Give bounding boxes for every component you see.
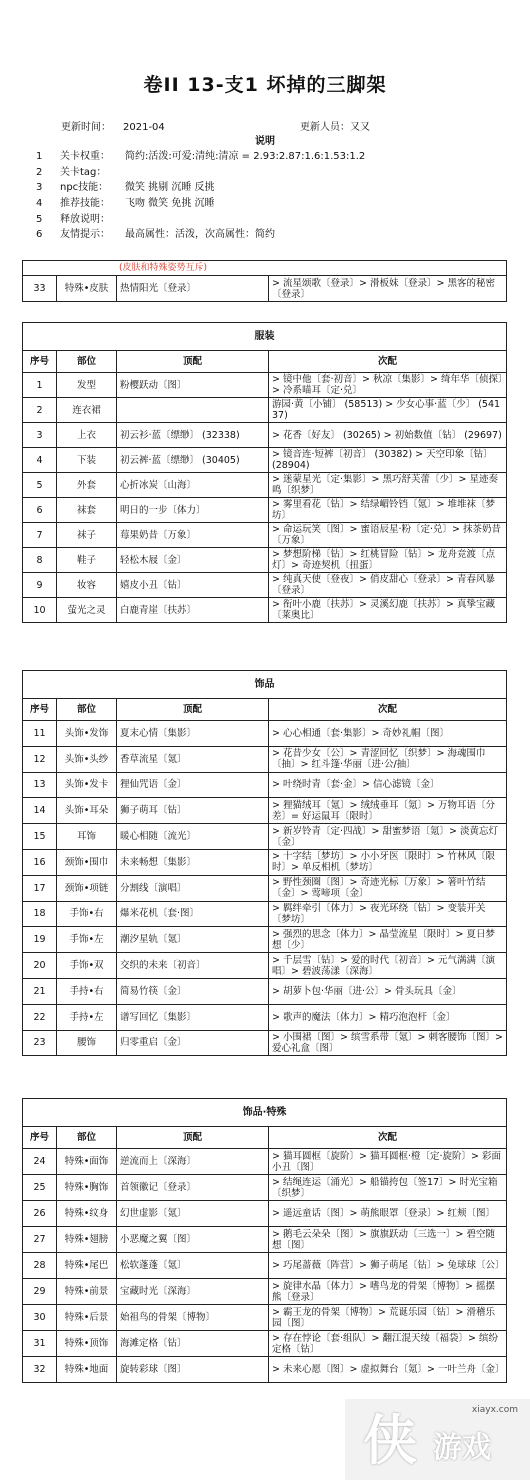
header-no: 序号 (23, 699, 57, 721)
info-title: 说明 (255, 136, 275, 147)
row-number: 25 (23, 1175, 57, 1201)
info-row (30, 149, 510, 165)
table-row (23, 423, 507, 448)
row-number: 21 (23, 978, 57, 1004)
row-sub: > 胡萝卜包·华丽〔进·公〕> 骨头玩具〔金〕 (269, 978, 507, 1004)
table-row (23, 598, 507, 623)
info-key: 释放说明： (60, 213, 110, 225)
table-row (23, 746, 507, 772)
table-row (23, 927, 507, 953)
row-number: 31 (23, 1331, 57, 1357)
row-part: 上衣 (57, 423, 117, 448)
info-number: 2 (36, 166, 43, 178)
header-top: 顶配 (117, 351, 269, 373)
row-number: 8 (23, 548, 57, 573)
row-top: 幻世虚影〔氪〕 (117, 1201, 269, 1227)
row-sub: > 千层雪〔钻〕> 爱的时代〔初音〕> 元气满满〔演唱〕> 碧波荡漾〔深海〕 (269, 953, 507, 979)
row-sub: > 叶绕时青〔套·金〕> 信心滤镜〔金〕 (269, 772, 507, 798)
row-sub: > 结绳连运〔涌光〕> 船锚挎包〔签17〕> 时光宝箱〔织梦〕 (269, 1175, 507, 1201)
row-part: 手饰•右 (57, 901, 117, 927)
row-part: 特殊•顶饰 (57, 1331, 117, 1357)
row-top: 狸仙咒语〔金〕 (117, 772, 269, 798)
row-part: 头饰•头纱 (57, 746, 117, 772)
row-top: 海滩定格〔钻〕 (117, 1331, 269, 1357)
row-number: 30 (23, 1305, 57, 1331)
row-number: 6 (23, 498, 57, 523)
row-sub: > 鹅毛云朵朵〔图〕> 旗旗跃动〔三选一〕> 碧空随想〔图〕 (269, 1227, 507, 1253)
row-top: 香草流星〔氪〕 (117, 746, 269, 772)
row-part: 特殊•尾巴 (57, 1253, 117, 1279)
row-number: 18 (23, 901, 57, 927)
row-number: 20 (23, 953, 57, 979)
row-part: 头饰•耳朵 (57, 798, 117, 824)
table-row (23, 721, 507, 747)
site-watermark (345, 1399, 530, 1480)
row-number: 7 (23, 523, 57, 548)
info-value (125, 212, 510, 228)
row-part: 特殊•面饰 (57, 1149, 117, 1175)
accessory-table (22, 670, 507, 1056)
row-top: 明日的一步〔体力〕 (117, 498, 269, 523)
row-number: 9 (23, 573, 57, 598)
table-row (23, 1357, 507, 1383)
table-row (23, 953, 507, 979)
header-no: 序号 (23, 1127, 57, 1149)
row-number: 33 (23, 276, 57, 302)
table-row (23, 1175, 507, 1201)
table-row (23, 875, 507, 901)
header-top: 顶配 (117, 1127, 269, 1149)
row-sub: > 羁绊牵引〔体力〕> 夜光环绕〔钻〕> 变装开关〔梦坊〕 (269, 901, 507, 927)
row-sub: > 花昔少女〔公〕> 青涩回忆〔织梦〕> 海魂围巾〔抽〕> 红斗篷·华丽〔进·公/抽〕 (269, 746, 507, 772)
table-row (23, 1253, 507, 1279)
row-part: 鞋子 (57, 548, 117, 573)
info-number: 1 (36, 151, 43, 162)
info-value: 简约:活泼:可爱:清纯:清凉 = 2.93:2.87:1.6:1.53:1.2 (125, 151, 366, 162)
header-part: 部位 (57, 351, 117, 373)
row-part: 妆容 (57, 573, 117, 598)
header-sub: 次配 (269, 351, 507, 373)
row-top: 交织的未来〔初音〕 (117, 953, 269, 979)
row-number: 22 (23, 1004, 57, 1030)
table-row (23, 1030, 507, 1056)
section-title: 饰品·特殊 (23, 1099, 507, 1127)
row-sub: > 纯真天使〔登夜〕> 俏皮甜心〔登录〕> 青春风暴〔登录〕 (269, 573, 507, 598)
row-top: 爆米花机〔套·图〕 (117, 901, 269, 927)
row-top: 分割线〔演唱〕 (117, 875, 269, 901)
row-top: 粉樱跃动〔图〕 (117, 373, 269, 398)
row-sub: > 巧尾蔷薇〔阵营〕> 狮子萌尾〔钻〕> 兔球球〔公〕 (269, 1253, 507, 1279)
info-row (30, 227, 510, 243)
updater-label: 更新人员： (300, 122, 350, 133)
row-top: 旋转彩球〔图〕 (117, 1357, 269, 1383)
clothing-table (22, 322, 507, 623)
row-sub: > 强烈的思念〔体力〕> 晶莹流星〔限时〕> 夏日梦想〔少〕 (269, 927, 507, 953)
row-number: 23 (23, 1030, 57, 1056)
row-top: 宝藏时光〔深海〕 (117, 1279, 269, 1305)
row-part: 耳饰 (57, 824, 117, 850)
watermark-text: 游戏 (433, 1430, 492, 1464)
row-sub: > 新岁铃青〔定·四战〕> 甜蜜梦语〔氪〕> 淡黄忘灯〔金〕 (269, 824, 507, 850)
row-sub: > 野性颈圈〔图〕> 奇迹光标〔万象〕> 箸叶竹结〔金〕> 莺啼项〔金〕 (269, 875, 507, 901)
header-part: 部位 (57, 699, 117, 721)
table-row (23, 373, 507, 398)
row-sub: > 雾里看花〔钻〕> 结绿嵋铃铛〔氪〕> 堆堆袜〔梦坊〕 (269, 498, 507, 523)
row-sub: > 猫耳圆框〔旋阶〕> 猫耳圆框·橙〔定·旋阶〕> 彩面小丑〔图〕 (269, 1149, 507, 1175)
section-title: 饰品 (23, 671, 507, 699)
row-top: 简易竹筷〔金〕 (117, 978, 269, 1004)
table-row (23, 1004, 507, 1030)
row-top: 白鹿青崖〔扶苏〕 (117, 598, 269, 623)
row-number: 28 (23, 1253, 57, 1279)
info-value: 最高属性：活泼，次高属性：简约 (125, 229, 275, 241)
row-top: 归零重启〔金〕 (117, 1030, 269, 1056)
table-row (23, 1227, 507, 1253)
row-number: 19 (23, 927, 57, 953)
row-part: 特殊•胸饰 (57, 1175, 117, 1201)
row-top: 首领徽记〔登录〕 (117, 1175, 269, 1201)
row-number: 17 (23, 875, 57, 901)
row-part: 发型 (57, 373, 117, 398)
row-sub: > 心心相通〔套·集影〕> 奇妙礼帽〔图〕 (269, 721, 507, 747)
table-row (23, 798, 507, 824)
table-row (23, 1305, 507, 1331)
row-top: 谱写回忆〔集影〕 (117, 1004, 269, 1030)
row-sub: > 花香〔好友〕 (30265) > 初始数值〔钻〕 (29697) (269, 423, 507, 448)
row-sub: > 迷蒙星光〔定·集影〕> 黑巧舒芙蕾〔少〕> 星迹奏鸣〔织梦〕 (269, 473, 507, 498)
table-body (23, 1149, 507, 1383)
row-sub: > 霸王龙的骨架〔博物〕> 荒诞乐园〔钻〕> 滑稽乐园〔图〕 (269, 1305, 507, 1331)
row-top: 热情阳光〔登录〕 (117, 276, 269, 302)
table-body (23, 373, 507, 623)
row-top: 初云衫·蓝〔缥缈〕 (32338) (117, 423, 269, 448)
row-number: 15 (23, 824, 57, 850)
row-top (117, 398, 269, 423)
row-top: 始祖鸟的骨架〔博物〕 (117, 1305, 269, 1331)
table-row (23, 849, 507, 875)
info-key: 推荐技能： (60, 198, 110, 210)
row-number: 1 (23, 373, 57, 398)
table-row (23, 1201, 507, 1227)
row-sub: > 歌声的魔法〔体力〕> 精巧泡泡杆〔金〕 (269, 1004, 507, 1030)
table-body (23, 721, 507, 1056)
info-value: 飞吻 微笑 免挑 沉睡 (125, 198, 215, 210)
row-number: 14 (23, 798, 57, 824)
row-part: 特殊•地面 (57, 1357, 117, 1383)
row-part: 头饰•发卡 (57, 772, 117, 798)
update-time-label: 更新时间： (61, 122, 111, 133)
row-top: 暖心相随〔流光〕 (117, 824, 269, 850)
row-top: 潮汐星轨〔氪〕 (117, 927, 269, 953)
table-row (23, 498, 507, 523)
row-number: 26 (23, 1201, 57, 1227)
table-row (23, 398, 507, 423)
row-sub: > 命运玩笑〔图〕> 蜜语辰星·粉〔定·兑〕> 抹茶奶昔〔万象〕 (269, 523, 507, 548)
info-row (30, 212, 510, 228)
row-part: 颈饰•围巾 (57, 849, 117, 875)
row-number: 12 (23, 746, 57, 772)
row-sub: > 未来心愿〔图〕> 虚拟舞台〔氪〕> 一叶兰舟〔金〕 (269, 1357, 507, 1383)
table-row (23, 1331, 507, 1357)
row-top: 未来畅想〔集影〕 (117, 849, 269, 875)
table-row (23, 901, 507, 927)
row-top: 轻松木屐〔金〕 (117, 548, 269, 573)
row-top: 嬉皮小丑〔钻〕 (117, 573, 269, 598)
row-part: 手饰•双 (57, 953, 117, 979)
info-key: npc技能： (60, 182, 109, 194)
skin-table (22, 260, 507, 302)
info-row (30, 180, 510, 196)
row-number: 10 (23, 598, 57, 623)
row-number: 13 (23, 772, 57, 798)
row-part: 头饰•发饰 (57, 721, 117, 747)
row-part: 颈饰•项链 (57, 875, 117, 901)
row-part: 连衣裙 (57, 398, 117, 423)
table-row (23, 448, 507, 473)
watermark-site: xiayx.com (471, 1405, 518, 1415)
update-time (61, 118, 165, 133)
table-row (23, 276, 507, 302)
table-row (23, 473, 507, 498)
section-title: 服装 (23, 323, 507, 351)
row-top: 逆流而上〔深海〕 (117, 1149, 269, 1175)
info-number: 5 (36, 213, 43, 225)
row-number: 3 (23, 423, 57, 448)
row-part: 特殊•翅膀 (57, 1227, 117, 1253)
row-top: 初云裤·蓝〔缥缈〕 (30405) (117, 448, 269, 473)
table-row (23, 772, 507, 798)
row-sub: > 小围裙〔图〕> 缤雪系带〔氪〕> 刺客腰饰〔图〕> 爱心礼盒〔图〕 (269, 1030, 507, 1056)
row-sub: > 存在悖论〔套·组队〕> 翻江混天绫〔福袋〕> 缤纷定格〔钻〕 (269, 1331, 507, 1357)
table-row (23, 548, 507, 573)
table-row (23, 824, 507, 850)
row-part: 腰饰 (57, 1030, 117, 1056)
row-number: 5 (23, 473, 57, 498)
row-part: 袜套 (57, 498, 117, 523)
header-top: 顶配 (117, 699, 269, 721)
table-row (23, 1149, 507, 1175)
row-top: 松软蓬蓬〔氪〕 (117, 1253, 269, 1279)
skin-note-cell (23, 261, 507, 276)
row-sub: > 镜中他〔套·初音〕> 秋凉〔集影〕> 绮年华〔侦探〕> 冷系喵耳〔定·兑〕 (269, 373, 507, 398)
row-sub: > 十字结〔梦坊〕> 小小牙医〔限时〕> 竹林风〔限时〕> 单反相机〔梦坊〕 (269, 849, 507, 875)
row-top: 狮子萌耳〔钻〕 (117, 798, 269, 824)
info-number: 4 (36, 198, 43, 210)
row-number: 11 (23, 721, 57, 747)
updater (300, 118, 370, 133)
header-no: 序号 (23, 351, 57, 373)
info-key: 关卡权重： (60, 151, 110, 162)
row-sub: > 梦想阶梯〔钻〕> 红桃冒险〔钻〕> 龙舟竞渡〔点灯〕> 奇迹契机〔扭蛋〕 (269, 548, 507, 573)
row-number: 24 (23, 1149, 57, 1175)
header-part: 部位 (57, 1127, 117, 1149)
row-number: 29 (23, 1279, 57, 1305)
header-sub: 次配 (269, 1127, 507, 1149)
header-sub: 次配 (269, 699, 507, 721)
row-part: 特殊•后景 (57, 1305, 117, 1331)
info-value (125, 165, 510, 181)
info-row (30, 165, 510, 181)
row-part: 外套 (57, 473, 117, 498)
info-number: 3 (36, 182, 43, 194)
row-top: 小恶魔之翼〔图〕 (117, 1227, 269, 1253)
row-sub: 游园·黄〔小铺〕 (58513) > 少女心事·蓝〔少〕 (54137) (269, 398, 507, 423)
row-part: 下装 (57, 448, 117, 473)
info-key: 关卡tag： (60, 166, 107, 178)
row-part: 特殊•皮肤 (57, 276, 117, 302)
row-sub: > 衔叶小鹿〔扶苏〕> 灵溪幻鹿〔扶苏〕> 真挚宝藏〔莱奥比〕 (269, 598, 507, 623)
row-number: 2 (23, 398, 57, 423)
table-row (23, 573, 507, 598)
row-part: 特殊•前景 (57, 1279, 117, 1305)
page-title: 卷II 13-支1 坏掉的三脚架 (143, 74, 387, 96)
row-top: 莓果奶昔〔万象〕 (117, 523, 269, 548)
info-row (30, 196, 510, 212)
special-table (22, 1098, 507, 1383)
info-number: 6 (36, 229, 43, 241)
row-sub: > 流星颂歌〔登录〕> 滑板妹〔登录〕> 黑客的秘密〔登录〕 (269, 276, 507, 302)
row-top: 夏末心情〔集影〕 (117, 721, 269, 747)
row-sub: > 镜音连·短裤〔初音〕 (30382) > 天空印象〔钻〕 (28904) (269, 448, 507, 473)
skin-note: (皮肤和特殊姿势互斥) (119, 263, 208, 273)
row-number: 27 (23, 1227, 57, 1253)
table-row (23, 978, 507, 1004)
watermark-glyph: 侠 (363, 1409, 417, 1472)
info-list (30, 149, 510, 243)
table-row (23, 1279, 507, 1305)
row-number: 32 (23, 1357, 57, 1383)
row-top: 心折冰炭〔山海〕 (117, 473, 269, 498)
row-number: 16 (23, 849, 57, 875)
table-row (23, 523, 507, 548)
info-key: 友情提示： (60, 229, 110, 241)
row-sub: > 狸猫绒耳〔氪〕> 绒绒垂耳〔氪〕> 万物耳语〔分差〕= 好运鼠耳〔限时〕 (269, 798, 507, 824)
updater-value: 又又 (350, 122, 370, 133)
row-sub: > 遥远童话〔图〕> 萌熊眼罩〔登录〕> 红颊〔图〕 (269, 1201, 507, 1227)
row-part: 手饰•左 (57, 927, 117, 953)
row-part: 手持•左 (57, 1004, 117, 1030)
row-part: 萤光之灵 (57, 598, 117, 623)
row-sub: > 旋律水晶〔体力〕> 嗜鸟龙的骨架〔博物〕> 摇摆熊〔登录〕 (269, 1279, 507, 1305)
row-part: 特殊•纹身 (57, 1201, 117, 1227)
row-part: 手持•右 (57, 978, 117, 1004)
info-value: 微笑 挑剔 沉睡 反挑 (125, 182, 215, 194)
update-time-value: 2021-04 (123, 122, 165, 133)
row-number: 4 (23, 448, 57, 473)
row-part: 袜子 (57, 523, 117, 548)
